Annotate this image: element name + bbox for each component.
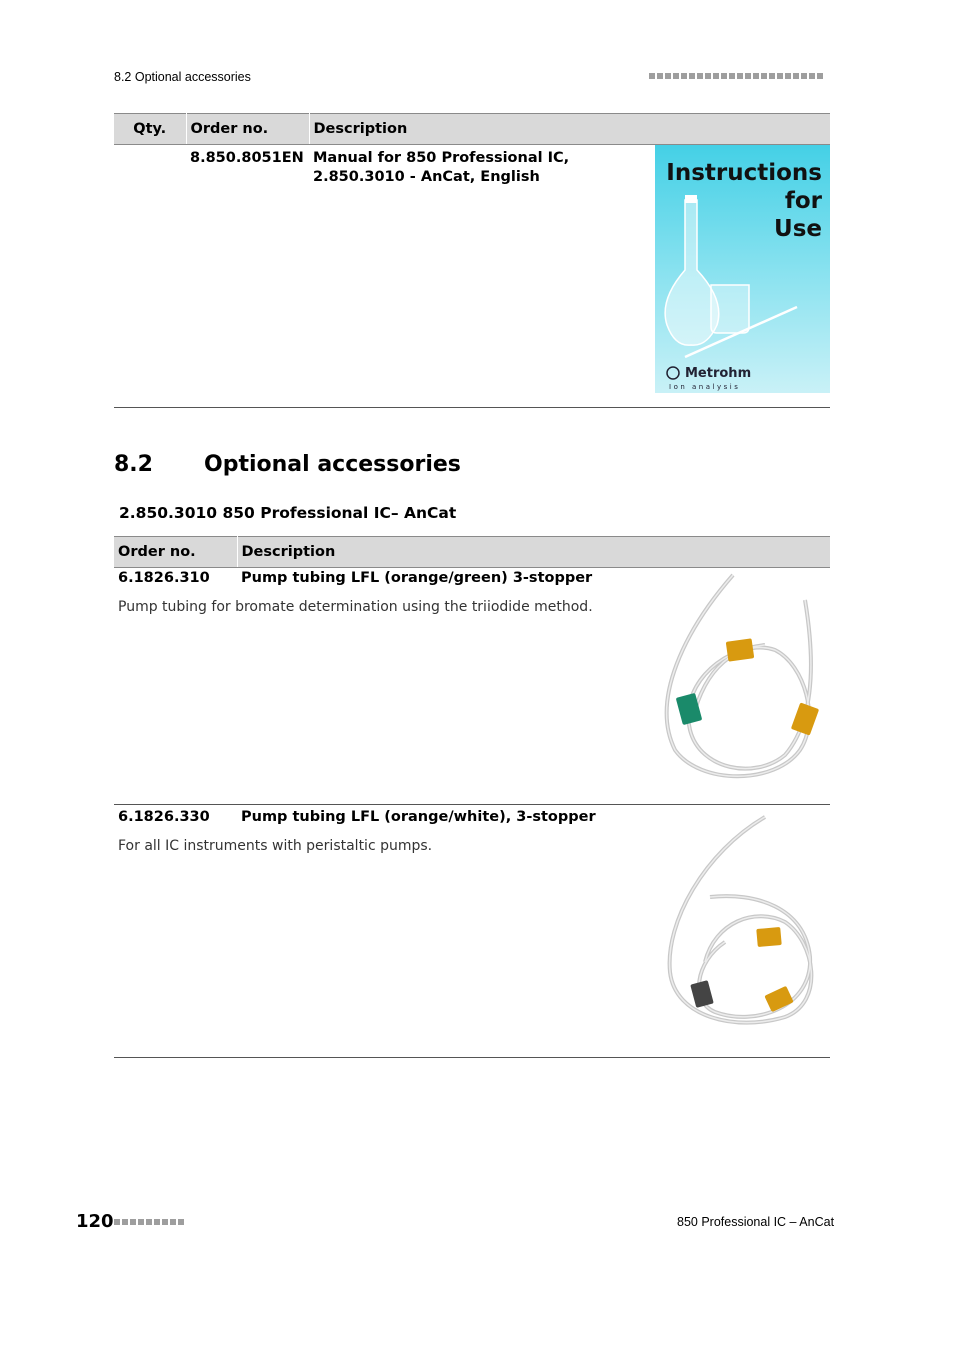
page-number: 120 (76, 1211, 114, 1232)
col-qty: Qty. (114, 114, 186, 145)
item-order-no: 6.1826.310 (118, 570, 210, 586)
running-head: 8.2 Optional accessories (114, 70, 251, 84)
accessories-table (114, 536, 830, 568)
footer-dots-decoration (114, 1219, 184, 1225)
description-cell: Manual for 850 Professional IC, 2.850.3010 - AnCat, English (313, 150, 570, 185)
footer-document-title: 850 Professional IC – AnCat (677, 1215, 835, 1229)
qty-cell (114, 145, 186, 407)
pump-tubing-orange-green-image (655, 570, 830, 785)
pump-tubing-orange-white-image (655, 812, 830, 1037)
section-number: 8.2 (114, 452, 153, 477)
section-title: Optional accessories (204, 452, 461, 477)
col-order-no: Order no. (186, 114, 309, 145)
item-separator-rule (114, 804, 830, 805)
item-description: Pump tubing for bromate determination using the triiodide method. (118, 599, 593, 615)
item-description: For all IC instruments with peristaltic pumps. (118, 838, 433, 854)
manual-cover-image (655, 145, 830, 393)
cover-title: Instructions for Use (666, 160, 822, 242)
col-order-no: Order no. (114, 537, 237, 568)
col-description: Description (309, 114, 830, 145)
col-description: Description (237, 537, 830, 568)
table-bottom-rule (114, 407, 830, 408)
header-dots-decoration (649, 73, 823, 79)
order-no-cell: 8.850.8051EN (190, 150, 304, 166)
subsection-heading: 2.850.3010 850 Professional IC– AnCat (119, 504, 457, 522)
table-bottom-rule (114, 1057, 830, 1058)
item-title: Pump tubing LFL (orange/green) 3-stopper (241, 570, 593, 586)
item-order-no: 6.1826.330 (118, 809, 210, 825)
item-title: Pump tubing LFL (orange/white), 3-stopper (241, 809, 596, 825)
metrohm-logo: Metrohm (685, 366, 752, 381)
metrohm-logo-subtitle: Ion analysis (669, 383, 741, 391)
